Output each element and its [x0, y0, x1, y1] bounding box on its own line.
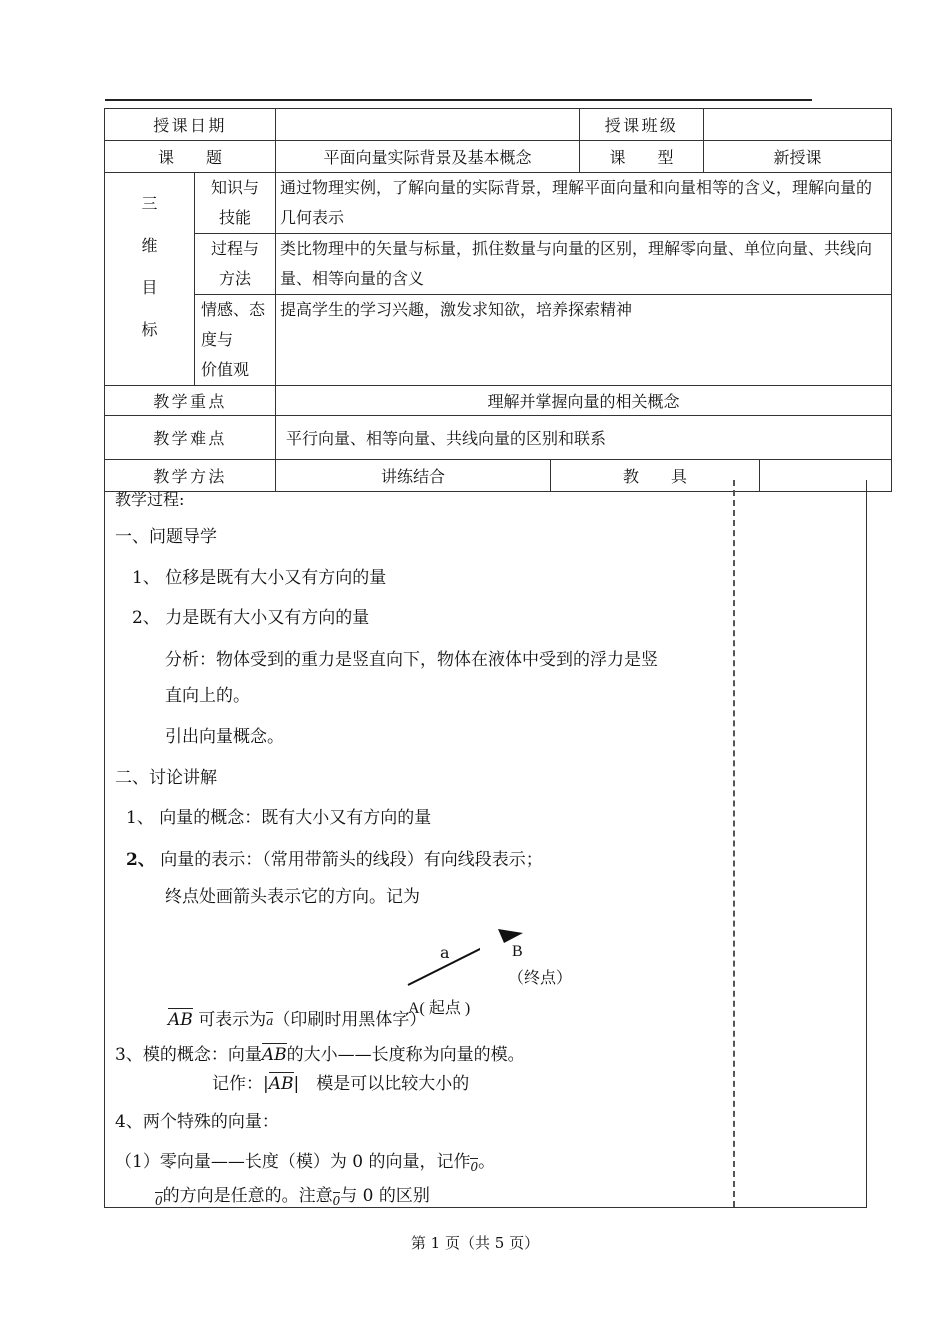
vector-label-a: a [440, 943, 450, 962]
vector-ab-symbol: AB [168, 1007, 193, 1030]
analysis-line-2: 直向上的。 [165, 686, 250, 706]
method-label: 教学方法 [105, 460, 276, 492]
page-footer: 第 1 页（共 5 页） [410, 1234, 540, 1252]
teaching-process-cell [104, 480, 735, 1208]
key-value: 理解并掌握向量的相关概念 [276, 386, 892, 416]
section-1-heading: 一、问题导学 [115, 527, 217, 547]
vector-ab-symbol: AB [262, 1042, 287, 1065]
difficulty-label: 教学难点 [105, 416, 276, 460]
difficulty-value: 平行向量、相等向量、共线向量的区别和联系 [276, 416, 892, 460]
date-value [276, 109, 580, 141]
goals-label: 三 维 目 标 [105, 173, 195, 386]
header-rule [105, 99, 812, 101]
zero-vector-symbol: 0 [470, 1157, 478, 1174]
modulus-notation: 记作：|AB| 模是可以比较大小的 [212, 1069, 469, 1094]
section-2-item-2: 2、 向量的表示：（常用带箭头的线段）有向线段表示； [126, 850, 543, 870]
start-point-label: A( 起点 ) [408, 1000, 471, 1017]
lesson-info-table [104, 108, 892, 492]
zero-vector-def: （1）零向量——长度（模）为 0 的向量，记作0。 [115, 1152, 496, 1174]
topic-label: 课 题 [105, 141, 276, 173]
type-label: 课 型 [580, 141, 704, 173]
date-label: 授课日期 [105, 109, 276, 141]
lead-text: 引出向量概念。 [165, 727, 284, 747]
end-point-label: （终点） [508, 968, 573, 987]
zero-vector-symbol: 0 [155, 1191, 163, 1208]
method-value: 讲练结合 [276, 460, 551, 492]
process-title: 教学过程: [115, 490, 185, 509]
dashed-divider [733, 480, 735, 1207]
section-2-item-2-line-2: 终点处画箭头表示它的方向。记为 [165, 887, 420, 907]
goal-process-text: 类比物理中的矢量与标量，抓住数量与向量的区别，理解零向量、单位向量、共线向量、相等向量的含义 [276, 234, 892, 295]
section-2-item-1: 1、 向量的概念：既有大小又有方向的量 [126, 808, 432, 828]
section-2-heading: 二、讨论讲解 [115, 768, 217, 788]
tools-label: 教 具 [551, 460, 760, 492]
goal-attitude-text: 提高学生的学习兴趣，激发求知欲，培养探索精神 [276, 295, 892, 386]
topic-value: 平面向量实际背景及基本概念 [276, 141, 580, 173]
class-value [704, 109, 892, 141]
section-1-item-1: 1、 位移是既有大小又有方向的量 [132, 568, 387, 588]
notes-cell [734, 480, 867, 1208]
vector-ab-symbol: AB [269, 1071, 294, 1094]
goal-knowledge-label: 知识与 技能 [195, 173, 276, 234]
zero-vector-symbol: 0 [333, 1191, 341, 1208]
vector-a-symbol: a [266, 1011, 273, 1028]
analysis-line-1: 分析：物体受到的重力是竖直向下，物体在液体中受到的浮力是竖 [165, 650, 658, 670]
goal-process-label: 过程与 方法 [195, 234, 276, 295]
class-label: 授课班级 [580, 109, 704, 141]
zero-vector-note: 0的方向是任意的。注意0与 0 的区别 [155, 1186, 430, 1208]
goal-knowledge-text: 通过物理实例，了解向量的实际背景，理解平面向量和向量相等的含义，理解向量的几何表示 [276, 173, 892, 234]
type-value: 新授课 [704, 141, 892, 173]
vector-notation-line: AB 可表示为a（印刷时用黑体字） [168, 1005, 426, 1030]
point-b-label: B [512, 943, 523, 960]
section-1-item-2: 2、 力是既有大小又有方向的量 [132, 608, 370, 628]
goal-attitude-label: 情感、态度与 价值观 [195, 295, 276, 386]
section-3-modulus: 3、模的概念：向量AB的大小——长度称为向量的模。 [115, 1040, 525, 1065]
section-4-heading: 4、两个特殊的向量： [115, 1112, 279, 1132]
key-label: 教学重点 [105, 386, 276, 416]
